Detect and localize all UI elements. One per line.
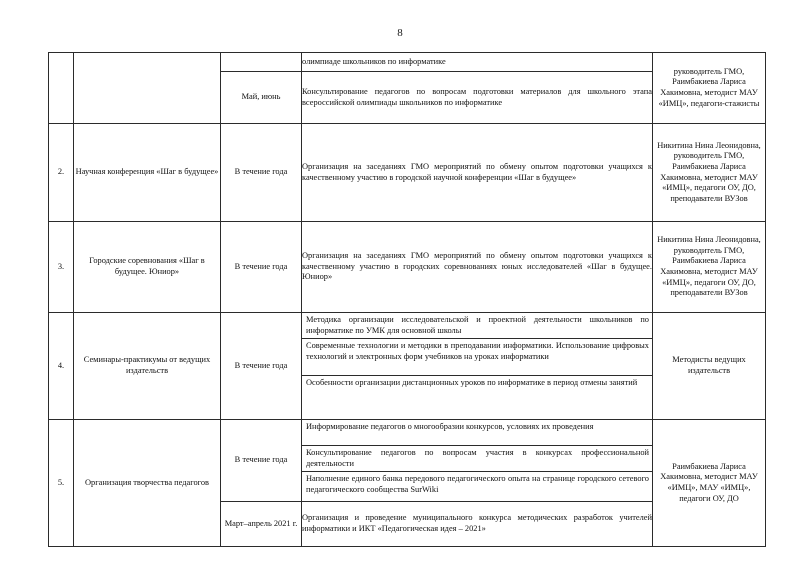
content-subrow (302, 446, 652, 472)
content-subrow (302, 339, 652, 376)
row-number-cell (49, 313, 74, 420)
responsible-text: Никитина Нина Леонидовна, руководитель ГМО, Раимбакиева Лариса Хакимовна, методист МАУ «ИМЦ», педагоги ОУ, ДО, преподаватели ВУЗов (657, 235, 761, 298)
content-subtable-body (302, 420, 652, 497)
event-name: Научная конференция «Шаг в будущее» (75, 167, 219, 177)
term-cell (221, 420, 302, 502)
content-item: Организация и проведение муниципального конкурса методических разработок учителей информатики и ИКТ «Педагогическая идея – 2021» (302, 513, 652, 533)
content-cell (302, 502, 653, 547)
content-subrow (302, 420, 652, 446)
responsible-cell (653, 222, 766, 313)
row-number: 2. (57, 167, 65, 177)
responsible-text: Раимбакиева Лариса Хакимовна, методист МАУ «ИМЦ», МАУ «ИМЦ», педагоги ОУ, ДО (660, 461, 758, 503)
row-number: 5. (57, 477, 65, 487)
content-cell (302, 222, 653, 313)
content-item: Наполнение единого банка передового педагогического опыта на странице городского сетевого педагогического сообщества SurWiki (306, 474, 649, 494)
term-cell (221, 313, 302, 420)
content-item-cell (302, 376, 652, 402)
page-number: 8 (397, 27, 403, 39)
term-cell (221, 502, 302, 547)
content-item-cell (302, 420, 652, 446)
content-item-cell (302, 472, 652, 498)
content-cell (302, 53, 653, 72)
table-row (49, 124, 766, 222)
plan-table-body (49, 53, 766, 547)
plan-table (48, 52, 766, 547)
content-item: Особенности организации дистанционных уроков по информатике в период отмены занятий (306, 378, 638, 388)
term-cell (221, 72, 302, 124)
event-name-cell (74, 222, 221, 313)
content-cell (302, 420, 653, 502)
responsible-cell (653, 420, 766, 547)
table-row (49, 53, 766, 72)
content-cell (302, 124, 653, 222)
content-item: Организация на заседаниях ГМО мероприятий по обмену опытом подготовки учащихся к качественному участию в городской научной конференции «Шаг в будущее» (302, 161, 652, 182)
term-text: В течение года (234, 261, 288, 271)
content-subrow (302, 472, 652, 498)
content-item: Организация на заседаниях ГМО мероприятий по обмену опытом подготовки учащихся к качественному участию в городских соревнованиях юных исследователей «Шаг в будущее. Юниор» (302, 251, 652, 282)
event-name: Семинары-практикумы от ведущих издательств (83, 355, 211, 375)
responsible-cell (653, 313, 766, 420)
content-item: Консультирование педагогов по вопросам подготовки материалов для школьного этапа всероссийской олимпиады школьников по информатике (302, 87, 652, 107)
event-name-cell (74, 124, 221, 222)
responsible-text: Никитина Нина Леонидовна, руководитель ГМО, Раимбакиева Лариса Хакимовна, методист МАУ «ИМЦ», педагоги ОУ, ДО, преподаватели ВУЗов (657, 140, 761, 203)
event-name: Городские соревнования «Шаг в будущее. Юниор» (89, 256, 205, 276)
content-item-cell (302, 446, 652, 472)
plan-table-container (48, 52, 760, 547)
table-row (49, 222, 766, 313)
content-item: Современные технологии и методики в преподавании информатики. Использование цифровых технологий и электронных форм учебников на уроках информатики (306, 341, 649, 361)
content-subtable (302, 420, 652, 497)
content-item-cell (302, 313, 652, 339)
event-name-cell (74, 313, 221, 420)
content-subtable (302, 313, 652, 401)
content-item-cell (302, 339, 652, 376)
event-name-cell (74, 53, 221, 124)
content-subtable-body (302, 313, 652, 401)
term-text: В течение года (234, 360, 288, 370)
table-row (49, 420, 766, 502)
content-cell (302, 313, 653, 420)
row-number-cell (49, 222, 74, 313)
row-number: 4. (57, 360, 65, 370)
responsible-text: Методисты ведущих издательств (672, 355, 746, 375)
row-number-cell (49, 124, 74, 222)
term-text: В течение года (234, 167, 288, 177)
responsible-text: руководитель ГМО, Раимбакиева Лариса Хакимовна, методист МАУ «ИМЦ», педагоги-стажисты (658, 66, 760, 108)
term-text: В течение года (234, 455, 288, 465)
row-number: 3. (57, 261, 65, 271)
content-item: Консультирование педагогов по вопросам участия в конкурсах профессиональной деятельности (306, 448, 649, 468)
term-cell (221, 124, 302, 222)
table-row (49, 313, 766, 420)
row-number-cell (49, 53, 74, 124)
event-name: Организация творчества педагогов (84, 477, 210, 487)
term-cell (221, 53, 302, 72)
content-subrow (302, 376, 652, 402)
content-subrow (302, 313, 652, 339)
content-item: Методика организации исследовательской и проектной деятельности школьников по информатике по УМК для основной школы (306, 315, 649, 335)
responsible-cell (653, 124, 766, 222)
content-item: Информирование педагогов о многообразии конкурсов, условиях их проведения (306, 422, 594, 431)
term-text: Март–апрель 2021 г. (224, 518, 298, 528)
content-cell (302, 72, 653, 124)
term-cell (221, 222, 302, 313)
term-text: Май, июнь (241, 92, 281, 102)
event-name-cell (74, 420, 221, 547)
content-item: олимпиаде школьников по информатике (302, 56, 446, 66)
row-number-cell (49, 420, 74, 547)
responsible-cell (653, 53, 766, 124)
